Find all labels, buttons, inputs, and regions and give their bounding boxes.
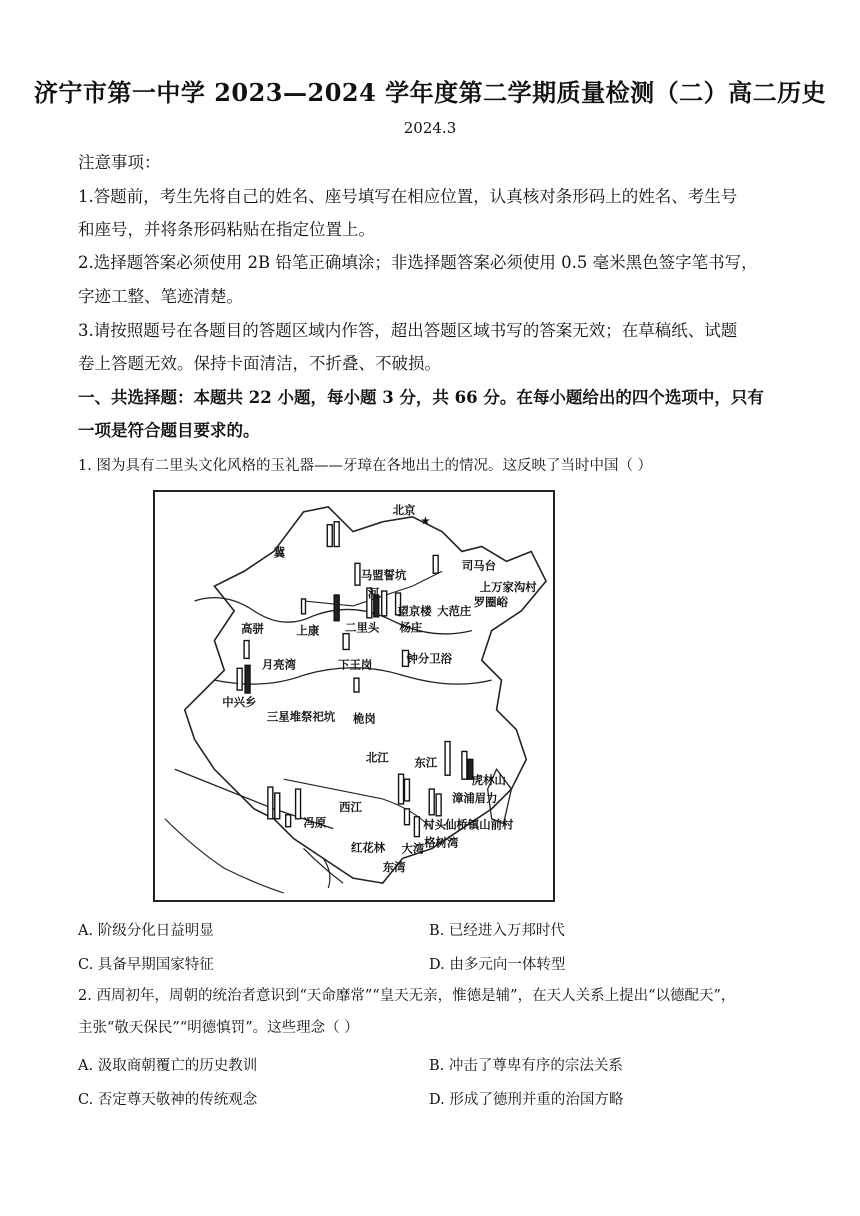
label-dawan: 大湾 <box>401 841 425 856</box>
label-luoquanyu: 罗圈峪 <box>473 594 508 609</box>
label-fengyuan: 冯原 <box>303 815 327 830</box>
label-dafanzhuang: 大范庄 <box>437 603 472 618</box>
label-hulinshan: 虎林山 <box>471 773 506 788</box>
label-dongjiang: 东江 <box>414 755 438 770</box>
q1-option-b[interactable]: B. 已经进入万邦时代 <box>429 923 565 939</box>
label-geshuwan: 格树湾 <box>424 835 459 850</box>
label-shangkang: 上康 <box>296 623 320 638</box>
label-beijiang: 北江 <box>365 750 389 765</box>
notice-item-1-line-1: 1.答题前，考生先将自己的姓名、座号填写在相应位置，认真核对条形码上的姓名、考生号 <box>78 187 738 206</box>
label-xiawanggang: 下王岗 <box>338 657 373 672</box>
label-zhongfen: 钟分卫浴 <box>406 651 452 666</box>
notice-item-3-line-2: 卷上答题无效。保持卡面清洁，不折叠、不破损。 <box>78 354 441 373</box>
label-shangwan: 上万家沟村 <box>479 580 537 595</box>
svg-text:★: ★ <box>420 513 431 528</box>
notice-heading: 注意事项： <box>78 153 161 172</box>
artifact-glyphs <box>237 522 473 837</box>
label-he: 河 <box>367 585 380 600</box>
section-1-line-1: 一、共选择题：本题共 22 小题，每小题 3 分，共 66 分。在每小题给出的四个选项中，只有 <box>78 388 764 407</box>
q2-option-b[interactable]: B. 冲击了尊卑有序的宗法关系 <box>429 1058 623 1074</box>
yazhang-distribution-map <box>153 490 555 902</box>
q1-option-c[interactable]: C. 具备早期国家特征 <box>78 957 214 973</box>
label-yueliangwan: 月亮湾 <box>261 657 297 672</box>
q1-option-d[interactable]: D. 由多元向一体转型 <box>429 957 566 973</box>
label-hongtonglin: 红花林 <box>351 840 386 855</box>
exam-date: 2024.3 <box>403 119 457 137</box>
label-xijiang: 西江 <box>339 799 362 814</box>
label-cuntou: 村头 <box>423 817 447 832</box>
section-1-line-2: 一项是符合题目要求的。 <box>78 421 260 440</box>
label-wangjinglou: 望京楼 <box>397 603 432 618</box>
q1-option-a[interactable]: A. 阶级分化日益明显 <box>78 923 214 939</box>
q2-option-c[interactable]: C. 否定尊天敬神的传统观念 <box>78 1092 258 1108</box>
label-dongwan: 东湾 <box>382 860 406 875</box>
label-simatai: 司马台 <box>461 558 497 573</box>
label-guaigang: 桅岗 <box>353 711 376 726</box>
notice-item-1-line-2: 和座号，并将条形码粘贴在指定位置上。 <box>78 220 375 239</box>
question-1-stem: 1. 图为具有二里头文化风格的玉礼器——牙璋在各地出土的情况。这反映了当时中国（ ） <box>78 458 653 474</box>
label-erlitou: 二里头 <box>345 620 380 635</box>
label-beijing: 北京 <box>392 502 416 517</box>
notice-item-3-line-1: 3.请按照题号在各题目的答题区域内作答，超出答题区域书写的答案无效；在草稿纸、试题 <box>78 321 738 340</box>
label-xianqiao: 仙桥镇山前村 <box>445 817 514 832</box>
label-yangzhuang: 杨庄 <box>399 620 423 635</box>
question-2-stem-line-1: 2. 西周初年，周朝的统治者意识到“天命靡常”“皇天无亲，惟德是辅”，在天人关系上提出“以德配天”， <box>78 988 736 1004</box>
label-gaopian: 高骈 <box>241 621 264 636</box>
label-zhongxingxiang: 中兴乡 <box>222 694 257 709</box>
label-mameng: 马盟誓坑 <box>360 568 407 583</box>
notice-item-2-line-1: 2.选择题答案必须使用 2B 铅笔正确填涂；非选择题答案必须使用 0.5 毫米黑色签字笔书写， <box>78 253 758 272</box>
notice-item-2-line-2: 字迹工整、笔迹清楚。 <box>78 287 243 306</box>
q2-option-d[interactable]: D. 形成了德刑并重的治国方略 <box>429 1092 624 1108</box>
exam-title: 济宁市第一中学 2023—2024 学年度第二学期质量检测（二）高二历史 <box>33 78 827 107</box>
label-sanxingdui: 三星堆祭祀坑 <box>266 709 336 724</box>
q2-option-a[interactable]: A. 汲取商朝覆亡的历史教训 <box>78 1058 258 1074</box>
question-2-stem-line-2: 主张“敬天保民”“明德慎罚”。这些理念（ ） <box>78 1020 359 1036</box>
label-ji: 冀 <box>273 545 286 560</box>
label-zhangpu: 漳浦眉力 <box>452 790 498 805</box>
